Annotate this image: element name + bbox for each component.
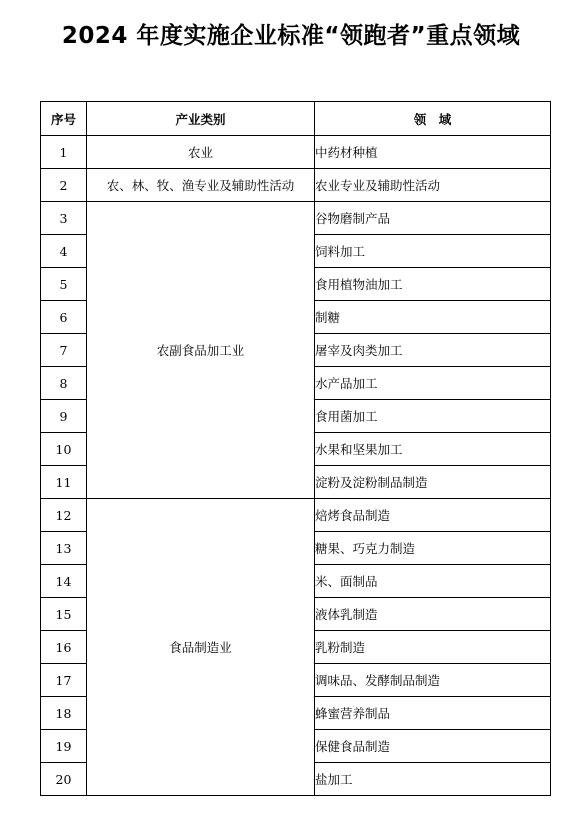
- table-row: [41, 499, 551, 532]
- industry-category-cell: 农、林、牧、渔专业及辅助性活动: [87, 169, 315, 202]
- serial-number-cell: 9: [41, 400, 87, 433]
- field-cell: 食用植物油加工: [315, 268, 551, 301]
- serial-number-cell: 6: [41, 301, 87, 334]
- field-cell: 中药材种植: [315, 136, 551, 169]
- field-cell: 饲料加工: [315, 235, 551, 268]
- industry-category-cell: 农业: [87, 136, 315, 169]
- industry-category-cell: 农副食品加工业: [87, 202, 315, 499]
- field-cell: 保健食品制造: [315, 730, 551, 763]
- field-cell: 糖果、巧克力制造: [315, 532, 551, 565]
- leader-fields-table: [40, 101, 551, 796]
- serial-number-cell: 1: [41, 136, 87, 169]
- field-cell: 水产品加工: [315, 367, 551, 400]
- field-cell: 米、面制品: [315, 565, 551, 598]
- field-cell: 盐加工: [315, 763, 551, 796]
- serial-number-cell: 5: [41, 268, 87, 301]
- table-header-row: [41, 102, 551, 136]
- serial-number-cell: 4: [41, 235, 87, 268]
- field-cell: 食用菌加工: [315, 400, 551, 433]
- serial-number-cell: 12: [41, 499, 87, 532]
- field-cell: 调味品、发酵制品制造: [315, 664, 551, 697]
- header-field: 领 域: [315, 102, 551, 136]
- header-serial-number: 序号: [41, 102, 87, 136]
- serial-number-cell: 13: [41, 532, 87, 565]
- field-cell: 制糖: [315, 301, 551, 334]
- serial-number-cell: 11: [41, 466, 87, 499]
- field-cell: 水果和坚果加工: [315, 433, 551, 466]
- field-cell: 农业专业及辅助性活动: [315, 169, 551, 202]
- serial-number-cell: 2: [41, 169, 87, 202]
- serial-number-cell: 3: [41, 202, 87, 235]
- field-cell: 液体乳制造: [315, 598, 551, 631]
- table-row: [41, 169, 551, 202]
- field-cell: 谷物磨制产品: [315, 202, 551, 235]
- field-cell: 屠宰及肉类加工: [315, 334, 551, 367]
- table-row: [41, 202, 551, 235]
- serial-number-cell: 17: [41, 664, 87, 697]
- field-cell: 蜂蜜营养制品: [315, 697, 551, 730]
- table-body: [41, 136, 551, 796]
- serial-number-cell: 20: [41, 763, 87, 796]
- serial-number-cell: 16: [41, 631, 87, 664]
- header-industry-category: 产业类别: [87, 102, 315, 136]
- field-cell: 焙烤食品制造: [315, 499, 551, 532]
- serial-number-cell: 19: [41, 730, 87, 763]
- industry-category-cell: 食品制造业: [87, 499, 315, 796]
- serial-number-cell: 15: [41, 598, 87, 631]
- field-cell: 乳粉制造: [315, 631, 551, 664]
- serial-number-cell: 7: [41, 334, 87, 367]
- serial-number-cell: 14: [41, 565, 87, 598]
- serial-number-cell: 10: [41, 433, 87, 466]
- field-cell: 淀粉及淀粉制品制造: [315, 466, 551, 499]
- table-row: [41, 136, 551, 169]
- serial-number-cell: 18: [41, 697, 87, 730]
- serial-number-cell: 8: [41, 367, 87, 400]
- document-title: 2024 年度实施企业标准“领跑者”重点领域: [61, 23, 521, 49]
